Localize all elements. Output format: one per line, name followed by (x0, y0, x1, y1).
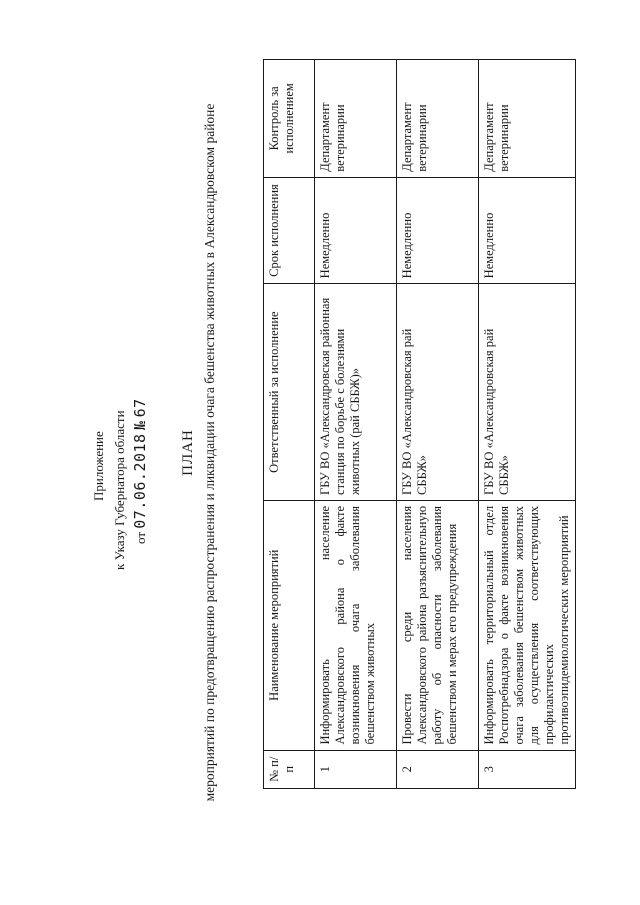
header-responsible: Ответственный за исполнение (264, 284, 315, 501)
number-mark: № (131, 420, 149, 431)
table-row (315, 60, 397, 789)
row-responsible: ГБУ ВО «Александровская районная станция по борьбе с болезнями животных (рай СББЖ)» (315, 284, 397, 501)
row-term: Немедленно (315, 177, 397, 284)
row-term: Немедленно (479, 177, 576, 284)
row-num: 2 (397, 750, 479, 788)
row-responsible: ГБУ ВО «Александровская рай СББЖ» (479, 284, 576, 501)
table-row (479, 60, 576, 789)
header-action: Наименование мероприятий (264, 500, 315, 750)
row-num: 3 (479, 750, 576, 788)
appendix-date-line (130, 340, 151, 570)
row-responsible: ГБУ ВО «Александровская рай СББЖ» (397, 284, 479, 501)
appendix-label: Приложение (91, 431, 106, 501)
appendix-decree-ref: к Указу Губернатора области (112, 410, 127, 570)
plan-table (263, 59, 576, 789)
appendix-header (88, 340, 151, 570)
decree-date: 07.06.2018 (131, 433, 149, 529)
row-term: Немедленно (397, 177, 479, 284)
table-header-row (264, 60, 315, 789)
row-action: Информировать население Александровского района о факте возникновения очага заболевания бешенством животных (315, 500, 397, 750)
row-action: Информировать территориальный отдел Роспотребнадзора о факте возникновения очага заболевания бешенством животных для осуществления соответствующих профилактических противоэпидемиологических мероприятий (479, 500, 576, 750)
header-control: Контроль за исполнением (264, 60, 315, 178)
row-control: Департамент ветеринарии (397, 60, 479, 178)
header-num: № п/п (264, 750, 315, 788)
row-control: Департамент ветеринарии (315, 60, 397, 178)
date-prefix: от (133, 531, 148, 544)
plan-subtitle: мероприятий по предотвращению распространения и ликвидации очага бешенства животных в Александровском районе (202, 103, 217, 802)
row-num: 1 (315, 750, 397, 788)
row-action: Провести среди населения Александровского района разъяснительную работу об опасности заболевания бешенством и мерах его предупреждения (397, 500, 479, 750)
title-block (178, 0, 219, 905)
table-row (397, 60, 479, 789)
decree-number: 67 (131, 398, 149, 418)
row-control: Департамент ветеринарии (479, 60, 576, 178)
plan-title: ПЛАН (180, 429, 196, 476)
header-term: Срок исполнения (264, 177, 315, 284)
